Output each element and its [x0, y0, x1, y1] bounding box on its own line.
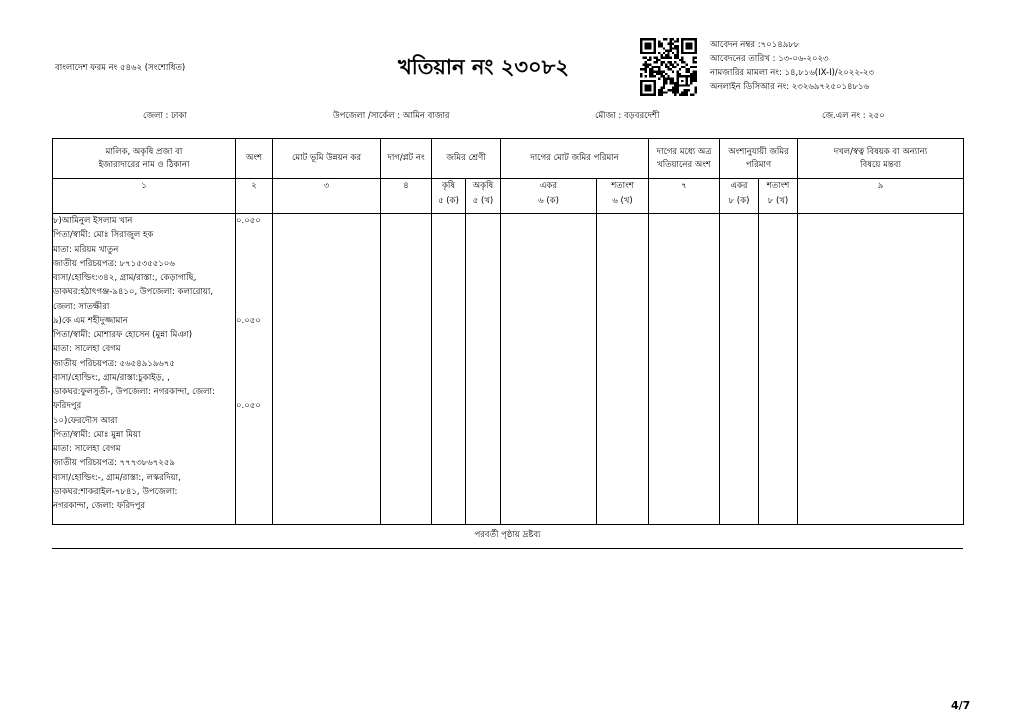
colnum-owner: ১ [53, 179, 236, 214]
header-owner [53, 139, 236, 179]
application-number [710, 38, 874, 52]
online-dcr-value: ২৩২৬৯৭২৫০১৪৮১৬ [791, 82, 870, 92]
owner-cell [53, 214, 236, 525]
form-number: বাংলাদেশ ফরম নং ৫৪৬২ (সংশোধিত) [55, 63, 186, 73]
qr-code [640, 38, 697, 96]
header-remarks-line-2: বিষয়ে মন্তব্য [860, 159, 901, 170]
colnum-remarks: ৯ [798, 179, 964, 214]
non-agri-class-cell [466, 214, 501, 525]
colnum-plot-acre [501, 179, 597, 214]
application-info [710, 38, 874, 94]
header-land-by-share [720, 139, 798, 179]
jl-number-value: ২৫০ [868, 111, 885, 121]
owner-address-line: ফরিদপুর [53, 401, 82, 412]
header-owner-line-1: মালিক, অকৃষি প্রজা বা [105, 146, 183, 157]
khatian-title: খতিয়ান নং ২৩০৮২ [398, 55, 569, 79]
owner-entry [53, 214, 235, 314]
upazila-value: আমিন বাজার [402, 111, 450, 121]
owner-name: ১০)ফেরদৌস আরা [53, 415, 118, 426]
mutation-case-label: নামজারির মামলা নং: [710, 68, 785, 78]
owner-address-line: বাসা/হোল্ডিং:-, গ্রাম/রাস্তা:, লস্করদিয়া, [53, 472, 181, 483]
upazila-label: উপজেলা /সার্কেল : [333, 111, 403, 121]
location-mouza [595, 110, 660, 122]
owner-share: ০.০৫০ [236, 216, 261, 226]
colnum-plot-decimal [597, 179, 649, 214]
online-dcr-number [710, 80, 874, 94]
colnum-share-acre-label: একর [730, 181, 748, 191]
header-land-tax: মোট ভূমি উন্নয়ন কর [273, 139, 381, 179]
mouza-value: বড়বরদেশী [623, 111, 660, 121]
owner-mother: মাতা: সালেহা বেগম [53, 444, 121, 454]
footer-divider [52, 548, 963, 549]
colnum-share-decimal [759, 179, 798, 214]
header-plot-total-land: দাগের মোট জমির পরিমান [501, 139, 649, 179]
header-khatian-portion-line-1: দাগের মধ্যে অত্র [656, 146, 712, 157]
khatian-table [52, 138, 964, 525]
page-number: 4/7 [951, 699, 971, 712]
qr-modules [640, 38, 697, 96]
owner-address-line: ডাকঘর:হঠাৎগঞ্জ-৯৪১০, উপজেলা: কলারোয়া, [53, 287, 214, 298]
colnum-plot-number: ৪ [381, 179, 432, 214]
owner-entry [53, 314, 235, 414]
owner-father: পিতা/স্বামী: মোঃ মুন্না মিয়া [53, 429, 141, 440]
land-tax-cell [273, 214, 381, 525]
mouza-label: মৌজা : [595, 111, 624, 121]
location-jl-number [822, 110, 885, 122]
header-owner-line-2: ইজারাদারের নাম ও ঠিকানা [98, 159, 190, 170]
remarks-cell [798, 214, 964, 525]
agri-class-cell [432, 214, 466, 525]
district-value: ঢাকা [171, 111, 187, 121]
colnum-plot-decimal-number: ৬ (খ) [612, 196, 633, 206]
share-acre-cell [720, 214, 759, 525]
owner-nid: জাতীয় পরিচয়পত্র: ৮৭১৫৩৫৫১০৬ [53, 258, 175, 269]
owner-address-line: নগরকান্দা, জেলা: ফরিদপুর [53, 501, 146, 511]
colnum-share-acre-number: ৮ (ক) [728, 196, 750, 206]
owner-address-line: বাসা/হোল্ডিং:, গ্রাম/রাস্তা:চুকাইড়, , [53, 372, 170, 383]
owner-father: পিতা/স্বামী: মোশারফ হোসেন (মুন্না মিঞা) [53, 330, 193, 340]
header-land-by-share-line-2: পরিমাণ [745, 159, 772, 170]
colnum-non-agri [466, 179, 501, 214]
colnum-land-tax: ৩ [273, 179, 381, 214]
owner-name: ৯)কে এম শহীদুজ্জামান [53, 315, 128, 326]
owner-name: ৮)আমিনুল ইসলাম খান [53, 216, 133, 226]
plot-decimal-cell [597, 214, 649, 525]
colnum-non-agri-number: ৫ (খ) [472, 196, 494, 206]
online-dcr-label: অনলাইন ডিসিআর নং: [710, 82, 792, 92]
colnum-non-agri-label: অকৃষি [472, 181, 494, 191]
colnum-share-decimal-number: ৮ (খ) [767, 196, 789, 206]
application-number-label: আবেদন নম্বর : [710, 40, 761, 50]
colnum-share: ২ [236, 179, 273, 214]
header-khatian-portion-line-2: খতিয়ানের অংশ [657, 159, 711, 170]
mutation-case-number [710, 66, 874, 80]
colnum-plot-decimal-label: শতাংশ [611, 181, 634, 191]
colnum-agri [432, 179, 466, 214]
header-remarks-line-1: দখল/স্বত্ব বিষয়ক বা অন্যান্য [833, 146, 928, 157]
table-header-row [53, 139, 964, 179]
plot-number-cell [381, 214, 432, 525]
colnum-plot-acre-number: ৬ (ক) [538, 196, 559, 206]
header-khatian-portion [649, 139, 720, 179]
colnum-khatian-portion: ৭ [649, 179, 720, 214]
owner-address-line: ডাকঘর:শাকরাইল-৭৮৪১, উপজেলা: [53, 486, 178, 497]
header-land-class: জমির শ্রেণী [432, 139, 501, 179]
owner-share: ০.০৫০ [236, 401, 261, 412]
header-share: অংশ [236, 139, 273, 179]
header-land-by-share-line-1: অংশানুযায়ী জমির [728, 146, 789, 157]
header-plot-number: দাগ/প্লট নং [381, 139, 432, 179]
application-date-label: আবেদনের তারিখ : [710, 54, 779, 64]
khatian-portion-cell [649, 214, 720, 525]
owner-nid: জাতীয় পরিচয়পত্র: ৭৭৭৩৮৬৭২৫৯ [53, 458, 175, 469]
owner-nid: জাতীয় পরিচয়পত্র: ৫৬৫৪৯১৯৬৭৫ [53, 358, 175, 369]
district-label: জেলা : [143, 111, 172, 121]
column-number-row [53, 179, 964, 214]
mutation-case-value: ১৪,৮১৬(IX-I)/২০২২-২৩ [784, 68, 875, 78]
share-cell [236, 214, 273, 525]
owner-address-line: বাসা/হোল্ডিং:৩৪২, গ্রাম/রাস্তা:, কেড়াগাছি, [53, 273, 197, 283]
owner-address-line: জেলা: সাতক্ষীরা [53, 301, 110, 312]
share-decimal-cell [759, 214, 798, 525]
colnum-share-decimal-label: শতাংশ [766, 181, 790, 191]
owner-share: ০.০৫০ [236, 315, 261, 326]
colnum-agri-number: ৫ (ক) [438, 196, 459, 206]
colnum-plot-acre-label: একর [539, 181, 558, 191]
application-date-value: ১৩-০৬-২০২৩ [778, 54, 829, 64]
continued-note: পরবর্তী পৃষ্ঠায় দ্রষ্টব্য [474, 530, 541, 540]
application-date [710, 52, 874, 66]
jl-number-label: জে.এল নং : [822, 111, 869, 121]
header-remarks [798, 139, 964, 179]
owner-mother: মাতা: মরিয়ম খাতুন [53, 244, 119, 255]
owner-father: পিতা/স্বামী: মোঃ সিরাজুল হক [53, 230, 154, 241]
colnum-agri-label: কৃষি [441, 181, 456, 191]
owner-address-line: ডাকঘর:ফুলসুতী-, উপজেলা: নগরকান্দা, জেলা: [53, 387, 215, 397]
location-upazila [333, 110, 450, 122]
location-district [143, 110, 187, 122]
owner-entry [53, 414, 235, 514]
table-row [53, 214, 964, 525]
plot-acre-cell [501, 214, 597, 525]
colnum-share-acre [720, 179, 759, 214]
owner-mother: মাতা: সালেহা বেগম [53, 344, 121, 355]
application-number-value: ৭০১৪৯৮৮ [760, 40, 800, 50]
